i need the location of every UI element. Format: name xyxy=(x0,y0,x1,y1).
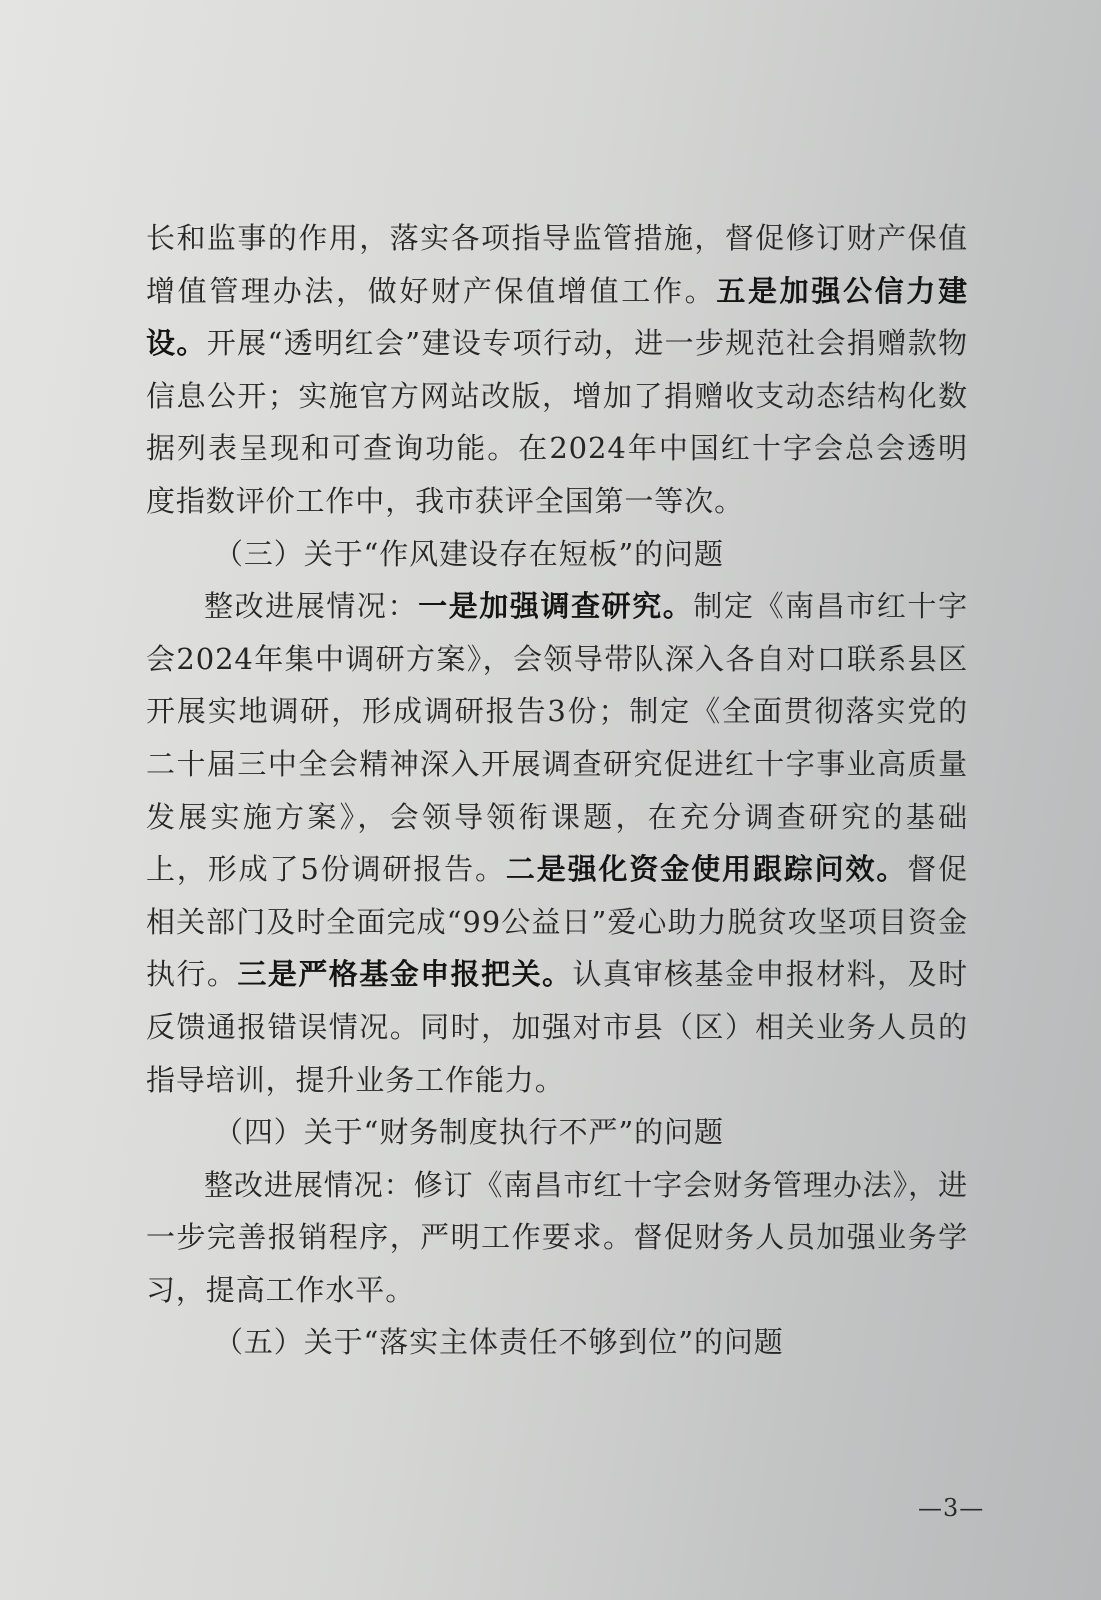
paragraph-text: 开展“透明红会”建设专项行动，进一步规范社会捐赠款物信息公开；实施官方网站改版，增加了捐赠收支动态结构化数据列表呈现和可查询功能。在2024年中国红十字会总会透明度指数评价工作中，我市获评全国第一等次。 xyxy=(146,326,968,518)
page-number: —3— xyxy=(918,1494,985,1522)
section-heading-5: （五）关于“落实主体责任不够到位”的问题 xyxy=(214,1325,784,1360)
section-heading-3: （三）关于“作风建设存在短板”的问题 xyxy=(214,536,724,571)
bold-phrase: 五是加强公信力建设。 xyxy=(146,273,968,361)
document-body xyxy=(146,212,968,1369)
section-heading-4: （四）关于“财务制度执行不严”的问题 xyxy=(214,1115,724,1150)
paragraph-rectification-4: 整改进展情况：修订《南昌市红十字会财务管理办法》，进一步完善报销程序，严明工作要求。督促财务人员加强业务学习，提高工作水平。 xyxy=(146,1167,968,1307)
bold-phrase: 三是严格基金申报把关。 xyxy=(237,957,573,992)
paragraph-text: 认真审核基金申报材料，及时反馈通报错误情况。同时，加强对市县（区）相关业务人员的指导培训，提升业务工作能力。 xyxy=(146,957,969,1097)
paragraph-text: 整改进展情况： xyxy=(204,589,419,624)
paragraph-text: 制定《南昌市红十字会2024年集中调研方案》，会领导带队深入各自对口联系县区开展实地调研，形成调研报告3份；制定《全面贯彻落实党的二十届三中全会精神深入开展调查研究促进红十字事业高质量发展实施方案》，会领导领衔课题，在充分调查研究的基础上，形成了5份调研报告。 xyxy=(146,589,968,887)
bold-phrase: 一是加强调查研究。 xyxy=(418,589,694,624)
bold-phrase: 二是强化资金使用跟踪问效。 xyxy=(505,852,908,887)
paragraph-continuation xyxy=(146,212,968,528)
paragraph-rectification-3 xyxy=(146,580,968,1106)
paragraph-text: 长和监事的作用，落实各项指导监管措施，督促修订财产保值增值管理办法，做好财产保值增值工作。 xyxy=(146,221,968,308)
paragraph-text: 督促相关部门及时全面完成“99公益日”爱心助力脱贫攻坚项目资金执行。 xyxy=(146,852,968,992)
